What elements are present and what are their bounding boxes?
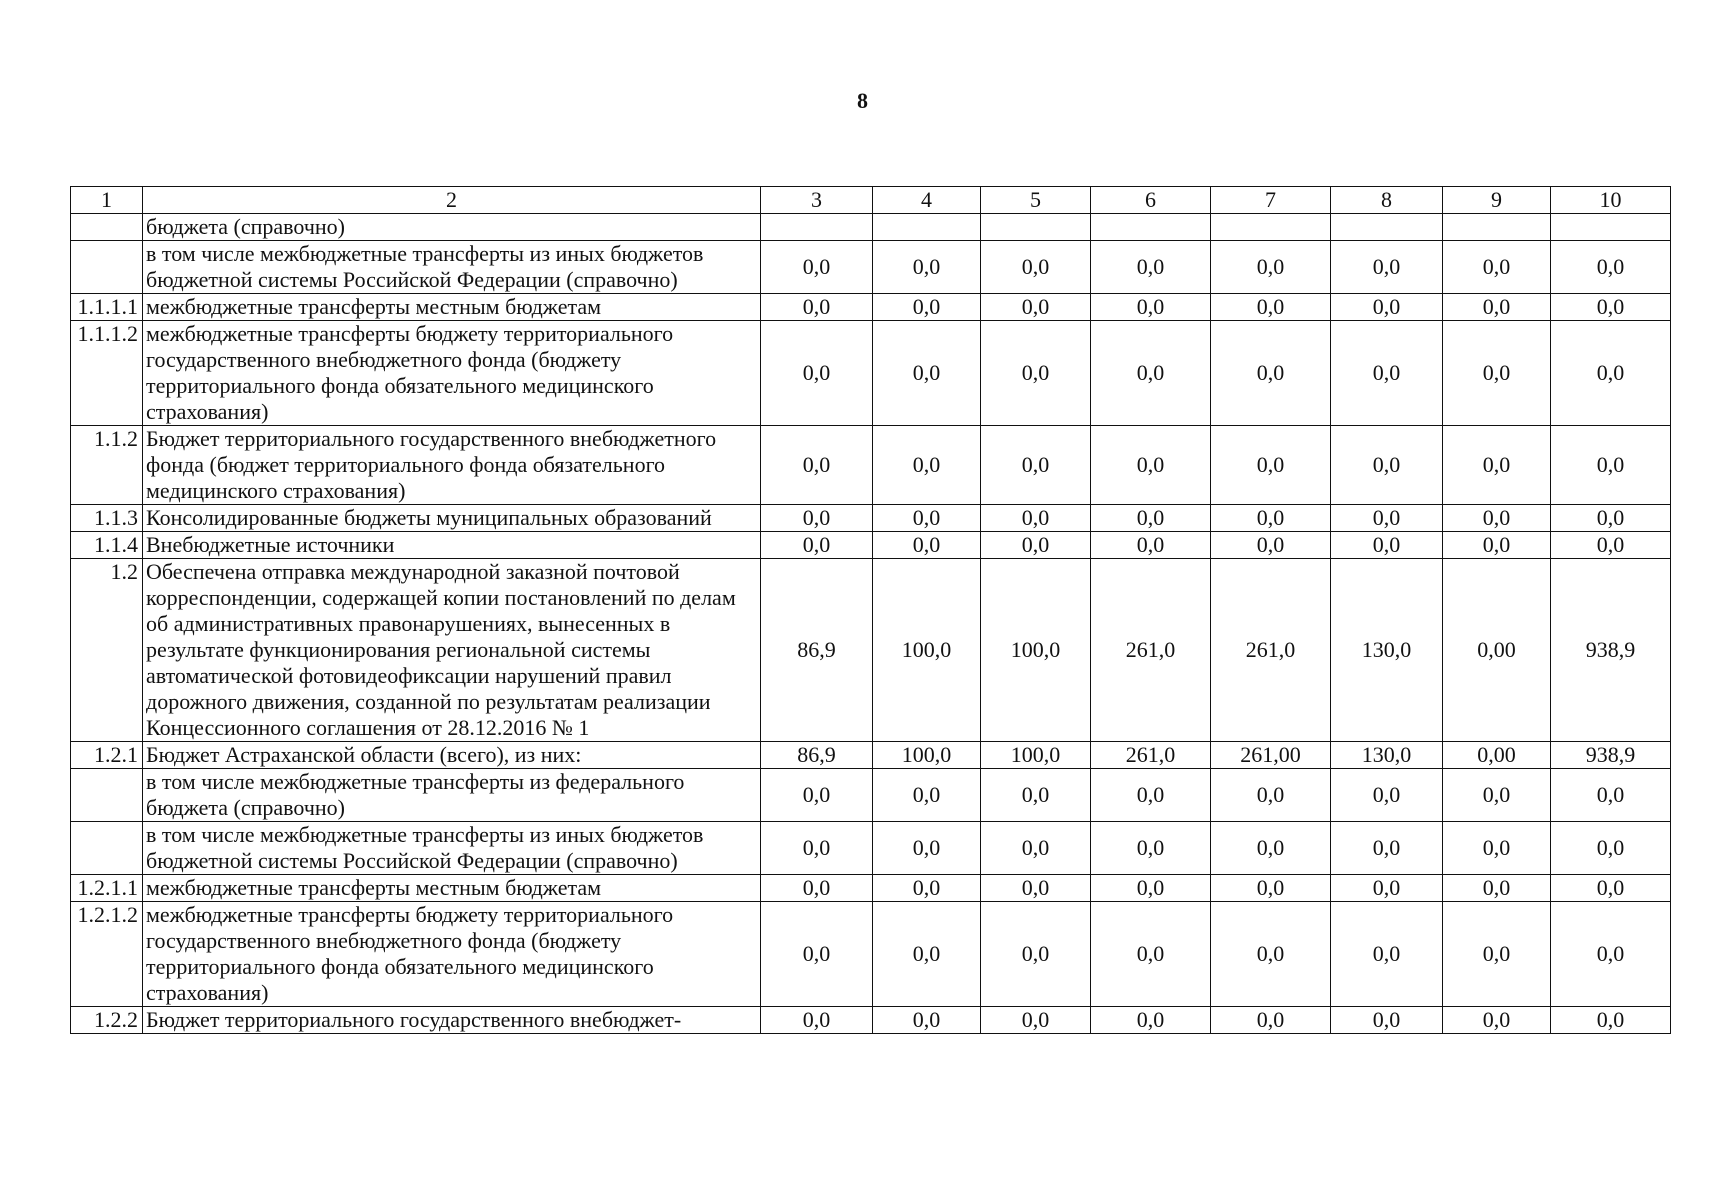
value-cell: 0,0 bbox=[1551, 294, 1671, 321]
value-cell: 0,0 bbox=[1211, 505, 1331, 532]
value-cell: 0,0 bbox=[761, 294, 873, 321]
value-cell: 0,0 bbox=[761, 875, 873, 902]
value-cell: 938,9 bbox=[1551, 559, 1671, 742]
value-cell: 0,00 bbox=[1443, 742, 1551, 769]
value-cell: 0,0 bbox=[1211, 532, 1331, 559]
header-cell: 1 bbox=[71, 187, 143, 214]
row-number: 1.2.1.1 bbox=[71, 875, 143, 902]
value-cell bbox=[1443, 214, 1551, 241]
table-row bbox=[71, 321, 1671, 426]
value-cell: 0,0 bbox=[873, 505, 981, 532]
row-number bbox=[71, 769, 143, 822]
value-cell: 0,0 bbox=[761, 321, 873, 426]
row-number: 1.2.1.2 bbox=[71, 902, 143, 1007]
row-number: 1.1.3 bbox=[71, 505, 143, 532]
value-cell: 0,0 bbox=[761, 822, 873, 875]
value-cell: 0,0 bbox=[761, 426, 873, 505]
row-description: Обеспечена отправка международной заказной почтовой корреспонденции, содержащей копии постановлений по делам об административных правонарушениях, вынесенных в результате функционирования региональной системы автоматической фотовидеофиксации нарушений правил дорожного движения, созданной по результатам реализации Концессионного соглашения от 28.12.2016 № 1 bbox=[143, 559, 761, 742]
value-cell: 0,0 bbox=[1331, 294, 1443, 321]
value-cell: 0,0 bbox=[1091, 426, 1211, 505]
value-cell: 0,0 bbox=[873, 321, 981, 426]
value-cell: 0,0 bbox=[1443, 294, 1551, 321]
row-description: Консолидированные бюджеты муниципальных образований bbox=[143, 505, 761, 532]
table-row bbox=[71, 241, 1671, 294]
table-row bbox=[71, 294, 1671, 321]
header-cell: 3 bbox=[761, 187, 873, 214]
row-number bbox=[71, 214, 143, 241]
table-row bbox=[71, 426, 1671, 505]
value-cell bbox=[873, 214, 981, 241]
budget-table bbox=[70, 186, 1671, 1034]
value-cell: 0,0 bbox=[1211, 241, 1331, 294]
row-description: бюджета (справочно) bbox=[143, 214, 761, 241]
value-cell: 261,0 bbox=[1091, 559, 1211, 742]
value-cell: 0,0 bbox=[1331, 321, 1443, 426]
header-row bbox=[71, 187, 1671, 214]
value-cell: 0,0 bbox=[1211, 1007, 1331, 1034]
value-cell: 0,0 bbox=[1551, 321, 1671, 426]
value-cell: 0,0 bbox=[1443, 769, 1551, 822]
row-number: 1.1.1.1 bbox=[71, 294, 143, 321]
page-number: 8 bbox=[857, 88, 868, 113]
value-cell: 86,9 bbox=[761, 559, 873, 742]
row-number: 1.2.1 bbox=[71, 742, 143, 769]
value-cell: 0,0 bbox=[1211, 294, 1331, 321]
row-number bbox=[71, 822, 143, 875]
value-cell: 0,0 bbox=[873, 875, 981, 902]
value-cell: 100,0 bbox=[873, 559, 981, 742]
value-cell bbox=[761, 214, 873, 241]
value-cell: 100,0 bbox=[873, 742, 981, 769]
table-row bbox=[71, 505, 1671, 532]
value-cell: 0,0 bbox=[873, 241, 981, 294]
value-cell: 0,0 bbox=[1091, 294, 1211, 321]
value-cell: 0,0 bbox=[1091, 822, 1211, 875]
table-row bbox=[71, 532, 1671, 559]
row-description: межбюджетные трансферты бюджету территориального государственного внебюджетного фонда (бюджету территориального фонда обязательного медицинского страхования) bbox=[143, 321, 761, 426]
value-cell: 0,0 bbox=[981, 822, 1091, 875]
value-cell bbox=[1211, 214, 1331, 241]
value-cell: 0,0 bbox=[1211, 875, 1331, 902]
value-cell: 0,0 bbox=[1211, 321, 1331, 426]
value-cell: 0,00 bbox=[1443, 559, 1551, 742]
value-cell: 0,0 bbox=[1443, 1007, 1551, 1034]
value-cell: 0,0 bbox=[1443, 505, 1551, 532]
row-description: межбюджетные трансферты бюджету территориального государственного внебюджетного фонда (бюджету территориального фонда обязательного медицинского страхования) bbox=[143, 902, 761, 1007]
row-description: Бюджет территориального государственного внебюджет- bbox=[143, 1007, 761, 1034]
value-cell: 0,0 bbox=[1331, 875, 1443, 902]
value-cell: 0,0 bbox=[873, 822, 981, 875]
row-description: межбюджетные трансферты местным бюджетам bbox=[143, 875, 761, 902]
table-row bbox=[71, 1007, 1671, 1034]
value-cell: 0,0 bbox=[761, 769, 873, 822]
value-cell: 0,0 bbox=[873, 1007, 981, 1034]
table-row bbox=[71, 875, 1671, 902]
value-cell: 261,0 bbox=[1091, 742, 1211, 769]
value-cell: 0,0 bbox=[1551, 532, 1671, 559]
table-body bbox=[71, 187, 1671, 1034]
value-cell: 0,0 bbox=[761, 902, 873, 1007]
value-cell: 0,0 bbox=[761, 241, 873, 294]
value-cell: 0,0 bbox=[1331, 769, 1443, 822]
value-cell: 100,0 bbox=[981, 742, 1091, 769]
value-cell: 0,0 bbox=[873, 902, 981, 1007]
value-cell: 0,0 bbox=[1443, 902, 1551, 1007]
value-cell: 0,0 bbox=[1331, 902, 1443, 1007]
header-cell: 2 bbox=[143, 187, 761, 214]
value-cell: 0,0 bbox=[1551, 822, 1671, 875]
value-cell: 0,0 bbox=[981, 875, 1091, 902]
table-row bbox=[71, 902, 1671, 1007]
value-cell: 0,0 bbox=[873, 769, 981, 822]
value-cell: 0,0 bbox=[1443, 822, 1551, 875]
table-row bbox=[71, 822, 1671, 875]
value-cell: 0,0 bbox=[873, 294, 981, 321]
value-cell: 0,0 bbox=[1331, 241, 1443, 294]
table-row bbox=[71, 742, 1671, 769]
header-cell: 9 bbox=[1443, 187, 1551, 214]
value-cell: 0,0 bbox=[1551, 241, 1671, 294]
value-cell: 0,0 bbox=[1091, 902, 1211, 1007]
value-cell: 0,0 bbox=[1443, 875, 1551, 902]
value-cell bbox=[981, 214, 1091, 241]
value-cell: 0,0 bbox=[1331, 532, 1443, 559]
value-cell: 0,0 bbox=[1443, 321, 1551, 426]
row-description: Бюджет территориального государственного внебюджетного фонда (бюджет территориального фонда обязательного медицинского страхования) bbox=[143, 426, 761, 505]
value-cell: 0,0 bbox=[1091, 769, 1211, 822]
value-cell: 0,0 bbox=[1551, 875, 1671, 902]
value-cell: 0,0 bbox=[761, 505, 873, 532]
value-cell: 0,0 bbox=[1091, 321, 1211, 426]
value-cell: 0,0 bbox=[761, 1007, 873, 1034]
value-cell: 938,9 bbox=[1551, 742, 1671, 769]
value-cell: 0,0 bbox=[1331, 1007, 1443, 1034]
value-cell: 0,0 bbox=[873, 426, 981, 505]
value-cell: 0,0 bbox=[981, 1007, 1091, 1034]
row-number: 1.2.2 bbox=[71, 1007, 143, 1034]
value-cell: 261,00 bbox=[1211, 742, 1331, 769]
value-cell: 0,0 bbox=[1551, 505, 1671, 532]
value-cell: 0,0 bbox=[1331, 505, 1443, 532]
value-cell: 0,0 bbox=[981, 769, 1091, 822]
table-row bbox=[71, 214, 1671, 241]
row-number: 1.1.1.2 bbox=[71, 321, 143, 426]
value-cell: 0,0 bbox=[1091, 241, 1211, 294]
value-cell: 0,0 bbox=[981, 532, 1091, 559]
row-description: в том числе межбюджетные трансферты из иных бюджетов бюджетной системы Российской Федерации (справочно) bbox=[143, 241, 761, 294]
value-cell: 0,0 bbox=[1211, 902, 1331, 1007]
value-cell: 0,0 bbox=[1331, 426, 1443, 505]
value-cell: 0,0 bbox=[1551, 1007, 1671, 1034]
row-description: Бюджет Астраханской области (всего), из них: bbox=[143, 742, 761, 769]
value-cell bbox=[1331, 214, 1443, 241]
value-cell: 0,0 bbox=[1211, 822, 1331, 875]
value-cell: 130,0 bbox=[1331, 559, 1443, 742]
value-cell: 0,0 bbox=[981, 241, 1091, 294]
value-cell: 0,0 bbox=[981, 505, 1091, 532]
row-description: в том числе межбюджетные трансферты из иных бюджетов бюджетной системы Российской Федерации (справочно) bbox=[143, 822, 761, 875]
value-cell bbox=[1091, 214, 1211, 241]
row-number: 1.1.4 bbox=[71, 532, 143, 559]
value-cell: 0,0 bbox=[981, 294, 1091, 321]
value-cell: 100,0 bbox=[981, 559, 1091, 742]
value-cell: 0,0 bbox=[1211, 769, 1331, 822]
header-cell: 4 bbox=[873, 187, 981, 214]
value-cell: 0,0 bbox=[1091, 505, 1211, 532]
header-cell: 5 bbox=[981, 187, 1091, 214]
row-description: Внебюджетные источники bbox=[143, 532, 761, 559]
header-cell: 6 bbox=[1091, 187, 1211, 214]
value-cell: 0,0 bbox=[1091, 875, 1211, 902]
value-cell: 0,0 bbox=[1443, 241, 1551, 294]
row-number bbox=[71, 241, 143, 294]
value-cell: 0,0 bbox=[1091, 532, 1211, 559]
value-cell: 0,0 bbox=[1211, 426, 1331, 505]
header-cell: 7 bbox=[1211, 187, 1331, 214]
value-cell: 0,0 bbox=[873, 532, 981, 559]
value-cell: 0,0 bbox=[981, 426, 1091, 505]
value-cell: 0,0 bbox=[1551, 769, 1671, 822]
value-cell: 0,0 bbox=[1551, 426, 1671, 505]
table-row bbox=[71, 559, 1671, 742]
row-description: межбюджетные трансферты местным бюджетам bbox=[143, 294, 761, 321]
value-cell bbox=[1551, 214, 1671, 241]
table-row bbox=[71, 769, 1671, 822]
value-cell: 261,0 bbox=[1211, 559, 1331, 742]
header-cell: 10 bbox=[1551, 187, 1671, 214]
value-cell: 0,0 bbox=[1551, 902, 1671, 1007]
value-cell: 130,0 bbox=[1331, 742, 1443, 769]
value-cell: 0,0 bbox=[981, 902, 1091, 1007]
value-cell: 0,0 bbox=[1091, 1007, 1211, 1034]
value-cell: 0,0 bbox=[1443, 532, 1551, 559]
value-cell: 86,9 bbox=[761, 742, 873, 769]
row-number: 1.2 bbox=[71, 559, 143, 742]
value-cell: 0,0 bbox=[1331, 822, 1443, 875]
value-cell: 0,0 bbox=[761, 532, 873, 559]
value-cell: 0,0 bbox=[981, 321, 1091, 426]
header-cell: 8 bbox=[1331, 187, 1443, 214]
row-number: 1.1.2 bbox=[71, 426, 143, 505]
value-cell: 0,0 bbox=[1443, 426, 1551, 505]
row-description: в том числе межбюджетные трансферты из федерального бюджета (справочно) bbox=[143, 769, 761, 822]
